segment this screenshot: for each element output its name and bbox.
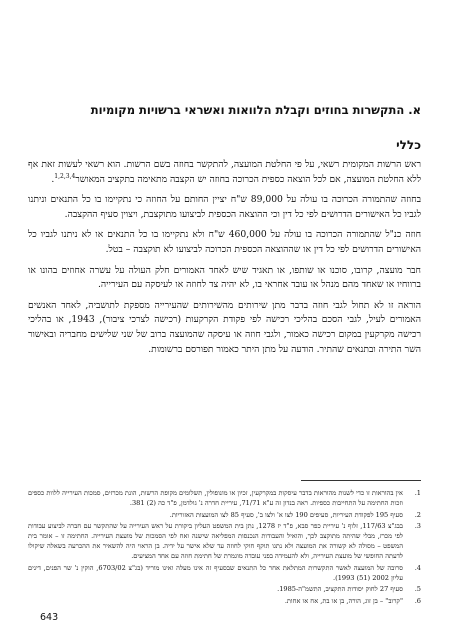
paragraph: הוראה זו לא תחול לגבי חוזה בדבר מתן שירותים מהשירותים שהעירייה מספקת לתושביה, לאחד האנשים האמורים לעיל, לגבי הסכם בהליכי רכישה לפי פקודת הקרקעות (רכישה לצרכי ציבור), 1943, או בהליכי רכישה מקרקעין במקום רכישה כאמור, ולגבי חוזה או עיסקה שהמועצה ברוב של שני שלישים מחבריה ובאישור השר התירה ובתנאים שהתיר. הודעה על מתן היתר כאמור תפורסם ברשומות. — [28, 299, 421, 355]
footnote: 1. אין בהוראות זו כדי לשנות מהוראות בדבר עיסקות במקרקעין, זכיון או מונופולין, תשלומים מקופת הרשות, הונת מכרזים, סמכות העירייה ללוות כספים וזכות החתימה על התחייבות כספיות. ראה בנדון זה ע"א 71/71, עיריית חדרה נ' גולדמן, פ"ד כה (2) 381. — [28, 489, 421, 507]
subsection-heading: כללי — [396, 138, 421, 152]
footnotes — [28, 488, 421, 607]
paragraph: ראש הרשות המקומית רשאי, על פי החלטת המועצה, להתקשר בחוזה בשם הרשות. הוא רשאי לעשות זאת אף ללא החלטת המועצה, אם לכל הוצאה כספית הכרוכה בחוזה יש הקצבה מתאימה בתקציב המאושר$^{1,2,3,4}$. — [28, 159, 421, 185]
footnote: 5. סעיף 27 לחוק יסודות התקציב, התשמ"ה-1985. — [277, 585, 421, 593]
footnote: 2. סעיף 195 לפקודת העיריות, סעיפים 190 לצו א' ולצו ב', סעיף 85 לצו המועצות האזוריות. — [169, 510, 421, 519]
paragraph: חוזה כנ"ל שהתמורה הכרוכה בו עולה על 460,000 ש"ח ולא נתקיימו בו כל התנאים או לא ניתנו לגביו כל האישורים הדרושים לפי כל דין או שההוצאה הכספית הכרוכה לביצועו לא תוקצבה – בטל. — [28, 229, 422, 255]
footnote: 6. "קרוב" – בן זוג, הורה, בן או בת, אח או אחות. — [284, 596, 421, 605]
page-number: 643 — [40, 612, 59, 623]
footnote: 3. בבג"צ 117/63, זלוף נ' עיריית כפר סבא, פ"ד יז 1278, נתן בית המשפט העליון ביקורת על ראש העירייה על שהתקשר עם חברה לביצוע עבודות לפי מכרז, מבלי שהיתה מתוקצב לכך, והואיל והעבודות הנכנסות המפליאה שישנה ואח לפי הסמכות של מועצת העירייה. החתימה זו – אומר בית המשפט – מסולה לא קשורה את המועצה ולא נתגו תוקף חוקי לחוזה עד שלא אישר על ידיה. בן הראוי היה להשאיר את ההכרעה בשאלה שיקולו לדעתה החופשי של מועצת העירייה, ולא להעמידה בפני עובדה מוגמרת של חתימת חוזה עם אחד המציעים. — [28, 522, 421, 560]
paragraph: בחוזה שהתמורה הכרוכה בו עולה על 89,000 ש"ח יציין החותם על החוזה כי נתקיימו בו כל התנאים וניתנו לגביו כל האישורים הדרושים לפי כל דין וכי ההוצאה הכספית לביצועו מתוקצבת, ויצוין סעיף ההקצבה. — [28, 194, 421, 220]
section-heading: א. התקשרות בחוזים וקבלת הלוואות ואשראי ברשויות מקומיות — [90, 103, 421, 117]
paragraph: חבר מועצה, קרובו, סוכנו או שותפו, או תאגיד שיש לאחד האמורים חלק העולה על עשרה אחוזים בהונו או ברווחיו או שאחד מהם מנהל או עובד אחראי בו, לא יהיה צד לחוזה או לעיסקה עם העירייה. — [28, 264, 421, 291]
footnote: 4. סרובה של המועצה לאשר התקשרות המתלאת אחר כל התנאים שבסעיף זה אינו מעלה ואינו מוריד (בג"צ 6703/02, הוקין נ' שר הפנים, דינים עליון 2002 (51) 1993). — [28, 563, 421, 582]
body-text — [28, 158, 421, 363]
footnote-ref: 1,2,3,4 — [54, 172, 76, 180]
footnote-divider — [301, 480, 421, 481]
